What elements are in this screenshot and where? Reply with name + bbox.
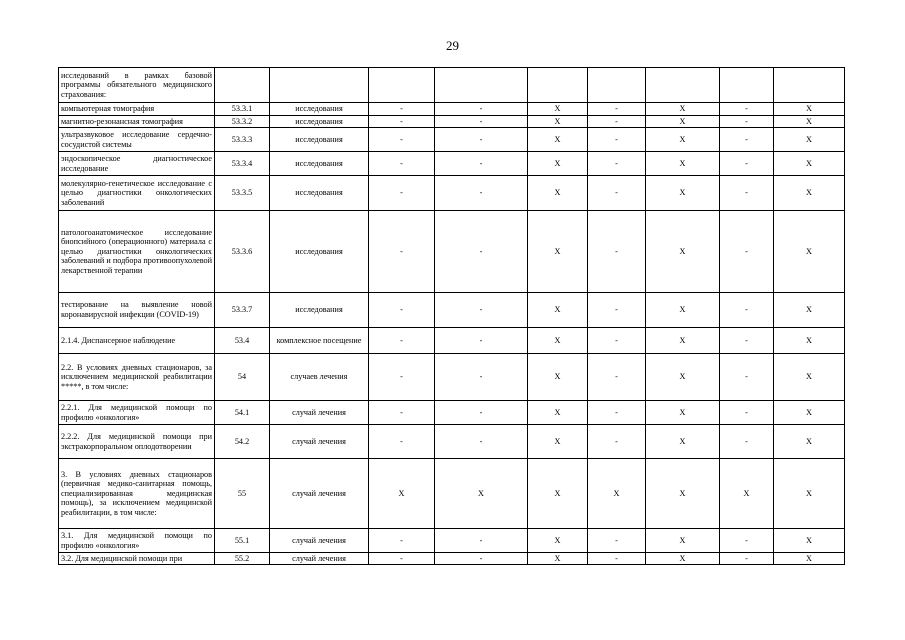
value-cell: - (720, 293, 774, 328)
value-cell: - (369, 152, 435, 176)
value-cell: - (588, 128, 646, 152)
value-cell: X (774, 128, 845, 152)
row-code-cell: 55.1 (215, 529, 270, 553)
value-cell: X (646, 152, 720, 176)
row-code-cell: 53.3.5 (215, 176, 270, 211)
value-cell: X (646, 211, 720, 293)
value-cell: - (588, 328, 646, 354)
value-cell: - (369, 176, 435, 211)
value-cell (720, 68, 774, 103)
row-code-cell: 54.1 (215, 401, 270, 425)
value-cell: - (435, 152, 528, 176)
row-unit-cell: исследования (270, 211, 369, 293)
row-code-cell: 54.2 (215, 425, 270, 459)
value-cell: X (646, 529, 720, 553)
row-unit-cell: исследования (270, 103, 369, 116)
row-name-cell: 2.2.2. Для медицинской помощи при экстракорпоральном оплодотворении (59, 425, 215, 459)
row-code-cell: 55 (215, 459, 270, 529)
value-cell: - (588, 425, 646, 459)
table-row (59, 354, 845, 401)
value-cell: X (774, 176, 845, 211)
row-name-cell: патологоанатомическое исследование биопсийного (операционного) материала с целью диагностики онкологических заболеваний и подбора противоопухолевой лекарственной терапии (59, 211, 215, 293)
row-name-cell: тестирование на выявление новой коронавирусной инфекции (COVID-19) (59, 293, 215, 328)
value-cell: - (369, 328, 435, 354)
value-cell: X (528, 328, 588, 354)
value-cell: X (435, 459, 528, 529)
row-code-cell: 53.3.2 (215, 116, 270, 128)
row-unit-cell: случай лечения (270, 459, 369, 529)
row-code-cell: 53.3.1 (215, 103, 270, 116)
row-code-cell: 54 (215, 354, 270, 401)
value-cell: - (588, 354, 646, 401)
value-cell: X (646, 354, 720, 401)
row-code-cell: 53.3.4 (215, 152, 270, 176)
value-cell: X (528, 425, 588, 459)
value-cell: X (528, 116, 588, 128)
value-cell: X (774, 328, 845, 354)
row-unit-cell: комплексное посещение (270, 328, 369, 354)
value-cell (774, 68, 845, 103)
value-cell: - (720, 328, 774, 354)
value-cell: - (435, 116, 528, 128)
row-name-cell: компьютерная томография (59, 103, 215, 116)
value-cell: X (646, 401, 720, 425)
value-cell: X (774, 459, 845, 529)
value-cell (369, 68, 435, 103)
row-unit-cell: случай лечения (270, 529, 369, 553)
row-unit-cell: исследования (270, 128, 369, 152)
value-cell: - (435, 211, 528, 293)
row-unit-cell: исследования (270, 116, 369, 128)
value-cell: - (720, 128, 774, 152)
value-cell: - (435, 354, 528, 401)
table-row (59, 529, 845, 553)
value-cell: - (435, 176, 528, 211)
value-cell: X (528, 529, 588, 553)
row-name-cell: магнитно-резонансная томография (59, 116, 215, 128)
data-table (58, 67, 845, 565)
value-cell: - (369, 103, 435, 116)
value-cell: - (369, 116, 435, 128)
row-unit-cell (270, 68, 369, 103)
row-name-cell: ультразвуковое исследование сердечно-сосудистой системы (59, 128, 215, 152)
row-unit-cell: исследования (270, 293, 369, 328)
value-cell: X (528, 176, 588, 211)
row-name-cell: 3. В условиях дневных стационаров (первичная медико-санитарная помощь, специализированная медицинская помощь), за исключением медицинской реабилитации, в том числе: (59, 459, 215, 529)
value-cell: - (588, 116, 646, 128)
value-cell: - (720, 354, 774, 401)
value-cell: - (435, 553, 528, 565)
value-cell (588, 68, 646, 103)
table-row (59, 401, 845, 425)
value-cell: X (369, 459, 435, 529)
value-cell: X (774, 211, 845, 293)
value-cell: - (369, 211, 435, 293)
value-cell: - (435, 401, 528, 425)
value-cell: X (774, 293, 845, 328)
value-cell: - (369, 128, 435, 152)
row-code-cell: 55.2 (215, 553, 270, 565)
value-cell: - (369, 553, 435, 565)
value-cell: - (588, 529, 646, 553)
value-cell: - (588, 401, 646, 425)
table-row (59, 116, 845, 128)
value-cell: - (369, 293, 435, 328)
table-row (59, 211, 845, 293)
row-name-cell: эндоскопическое диагностическое исследование (59, 152, 215, 176)
value-cell: - (369, 425, 435, 459)
value-cell: X (774, 103, 845, 116)
value-cell: X (774, 553, 845, 565)
value-cell: X (774, 425, 845, 459)
value-cell: - (435, 529, 528, 553)
value-cell: X (528, 401, 588, 425)
row-name-cell: 3.2. Для медицинской помощи при (59, 553, 215, 565)
row-code-cell: 53.3.3 (215, 128, 270, 152)
value-cell (435, 68, 528, 103)
value-cell: X (720, 459, 774, 529)
value-cell: X (646, 328, 720, 354)
value-cell: - (435, 328, 528, 354)
value-cell: - (369, 401, 435, 425)
value-cell: - (720, 529, 774, 553)
row-unit-cell: исследования (270, 176, 369, 211)
table-row (59, 152, 845, 176)
table-row (59, 103, 845, 116)
value-cell: X (646, 293, 720, 328)
row-unit-cell: случай лечения (270, 401, 369, 425)
value-cell: - (720, 176, 774, 211)
value-cell: - (720, 211, 774, 293)
table-row (59, 459, 845, 529)
page-number: 29 (446, 38, 459, 53)
value-cell: X (774, 354, 845, 401)
value-cell: X (646, 176, 720, 211)
table-row (59, 176, 845, 211)
table-row (59, 68, 845, 103)
value-cell: - (720, 103, 774, 116)
value-cell: X (528, 354, 588, 401)
value-cell: X (528, 553, 588, 565)
value-cell: X (528, 128, 588, 152)
value-cell: X (646, 116, 720, 128)
value-cell: - (720, 425, 774, 459)
value-cell: - (720, 152, 774, 176)
row-name-cell: исследований в рамках базовой программы обязательного медицинского страхования: (59, 68, 215, 103)
row-name-cell: 2.1.4. Диспансерное наблюдение (59, 328, 215, 354)
table-row (59, 293, 845, 328)
value-cell: X (646, 553, 720, 565)
value-cell (646, 68, 720, 103)
value-cell: - (435, 128, 528, 152)
table-row (59, 328, 845, 354)
value-cell: X (646, 425, 720, 459)
value-cell: - (435, 425, 528, 459)
value-cell: X (774, 529, 845, 553)
value-cell: X (588, 459, 646, 529)
value-cell: - (435, 293, 528, 328)
row-code-cell: 53.3.7 (215, 293, 270, 328)
value-cell: X (646, 103, 720, 116)
table-row (59, 553, 845, 565)
value-cell: - (588, 176, 646, 211)
value-cell: X (528, 211, 588, 293)
row-code-cell: 53.4 (215, 328, 270, 354)
value-cell: X (528, 152, 588, 176)
value-cell: X (528, 103, 588, 116)
row-unit-cell: случай лечения (270, 553, 369, 565)
value-cell: - (435, 103, 528, 116)
value-cell: - (369, 354, 435, 401)
row-name-cell: молекулярно-генетическое исследование с целью диагностики онкологических заболеваний (59, 176, 215, 211)
value-cell: - (588, 293, 646, 328)
value-cell: X (528, 293, 588, 328)
table-row (59, 128, 845, 152)
value-cell: - (720, 553, 774, 565)
value-cell: - (720, 401, 774, 425)
value-cell: X (646, 128, 720, 152)
value-cell: - (588, 553, 646, 565)
value-cell (528, 68, 588, 103)
value-cell: - (369, 529, 435, 553)
row-unit-cell: случаев лечения (270, 354, 369, 401)
value-cell: X (646, 459, 720, 529)
row-name-cell: 2.2. В условиях дневных стационаров, за исключением медицинской реабилитации *****, в том числе: (59, 354, 215, 401)
value-cell: X (528, 459, 588, 529)
row-code-cell (215, 68, 270, 103)
value-cell: - (720, 116, 774, 128)
row-unit-cell: исследования (270, 152, 369, 176)
row-name-cell: 2.2.1. Для медицинской помощи по профилю «онкология» (59, 401, 215, 425)
row-unit-cell: случай лечения (270, 425, 369, 459)
value-cell: - (588, 103, 646, 116)
value-cell: X (774, 116, 845, 128)
row-code-cell: 53.3.6 (215, 211, 270, 293)
row-name-cell: 3.1. Для медицинской помощи по профилю «онкология» (59, 529, 215, 553)
value-cell: X (774, 152, 845, 176)
value-cell: - (588, 211, 646, 293)
value-cell: X (774, 401, 845, 425)
value-cell: - (588, 152, 646, 176)
table-row (59, 425, 845, 459)
